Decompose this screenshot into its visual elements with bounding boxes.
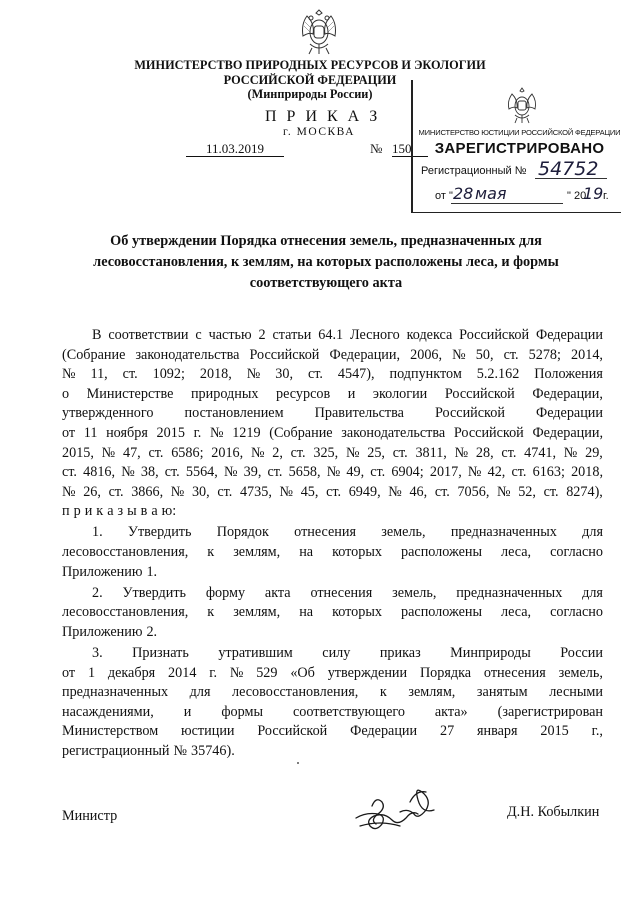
order-date: 11.03.2019 [186, 141, 284, 157]
document-title-line2: лесовосстановления, к землям, на которых расположены леса, и формы [93, 254, 559, 270]
stamp-year-suffix: г. [603, 190, 609, 202]
body-line: утвержденного постановлением Правительства Российской Федерации [62, 405, 603, 422]
body-line: 3. Признать утратившим силу приказ Минприроды России [92, 645, 603, 661]
body-line: от 11 ноября 2015 г. № 1219 (Собрание законодательства Российской Федерации, [62, 424, 603, 441]
body-line: № 11, ст. 1092; 2018, № 30, ст. 4547), подпунктом 5.2.162 Положения [62, 366, 603, 383]
body-line: № 26, ст. 3866, № 30, ст. 4735, № 45, ст. 6949, № 46, ст. 7056, № 52, ст. 8274), [62, 483, 603, 500]
signer-name: Д.Н. Кобылкин [507, 804, 600, 820]
body-line: о Министерстве природных ресурсов и экологии Российской Федерации, [62, 385, 603, 402]
stamp-registration-number: 54752 [538, 158, 599, 180]
body-line: регистрационный № 35746). [62, 742, 235, 759]
order-heading: П Р И К А З [265, 108, 381, 125]
body-line: В соответствии с частью 2 статьи 64.1 Лесного кодекса Российской Федерации [92, 327, 603, 343]
order-city: г. МОСКВА [283, 126, 355, 138]
stamp-registered-label: ЗАРЕГИСТРИРОВАНО [434, 140, 605, 157]
body-line: 2015, № 47, ст. 6586; 2016, № 2, ст. 325, № 25, ст. 3811, № 28, ст. 4741, № 29, [62, 444, 603, 461]
order-number-sign: № [370, 141, 383, 156]
body-line: Приложению 2. [62, 623, 158, 640]
stamp-emblem-icon [505, 86, 539, 126]
stamp-registration-day: 28 [453, 184, 474, 203]
document-title-line1: Об утверждении Порядка отнесения земель, предназначенных для [110, 233, 542, 249]
body-line: Министерством юстиции Российской Федерации 27 января 2015 г., [62, 723, 603, 740]
ministry-short-name: (Минприроды России) [247, 87, 373, 101]
stamp-registration-label: Регистрационный № [421, 165, 527, 177]
speck-mark [297, 762, 299, 764]
ministry-name-line2: РОССИЙСКОЙ ФЕДЕРАЦИИ [223, 72, 397, 87]
body-line: предназначенных для лесовосстановления, к землям, занятым лесными [62, 684, 603, 701]
registration-stamp [411, 80, 621, 213]
signer-position: Министр [62, 808, 118, 824]
body-line: лесовосстановления, к землям, на которых расположены леса, согласно [62, 544, 603, 561]
body-line: ст. 4816, № 38, ст. 5564, № 39, ст. 5658, № 49, ст. 6904; 2017, № 42, ст. 6163; 2018, [62, 464, 603, 481]
coat-of-arms-emblem [297, 6, 341, 58]
body-line: 2. Утвердить форму акта отнесения земель, предназначенных для [92, 584, 603, 601]
body-line: от 1 декабря 2014 г. № 529 «Об утверждении Порядка отнесения земель, [62, 664, 603, 681]
body-line: 1. Утвердить Порядок отнесения земель, предназначенных для [92, 524, 603, 541]
stamp-year-prefix: " 20 [567, 190, 587, 202]
stamp-registration-month: мая [475, 184, 507, 203]
document-title [62, 231, 590, 294]
ministry-name-line1: МИНИСТЕРСТВО ПРИРОДНЫХ РЕСУРСОВ И ЭКОЛОГИИ [134, 58, 486, 72]
body-line: Приложению 1. [62, 563, 158, 580]
order-number: 150 [392, 141, 428, 157]
document-title-line3: соответствующего акта [249, 275, 403, 291]
stamp-registration-year: 19 [583, 184, 604, 203]
body-line: лесовосстановления, к землям, на которых расположены леса, согласно [62, 604, 603, 621]
body-line: (Собрание законодательства Российской Федерации, 2006, № 50, ст. 5278; 2014, [62, 346, 603, 363]
stamp-ministry-name: МИНИСТЕРСТВО ЮСТИЦИИ РОССИЙСКОЙ ФЕДЕРАЦИИ [418, 128, 621, 137]
handwritten-signature [350, 782, 450, 840]
document-body [62, 326, 603, 762]
stamp-from-label: от " [435, 190, 453, 202]
body-line: насаждениями, и формы соответствующего акта» (зарегистрирован [62, 703, 603, 720]
body-line: п р и к а з ы в а ю: [62, 503, 177, 520]
